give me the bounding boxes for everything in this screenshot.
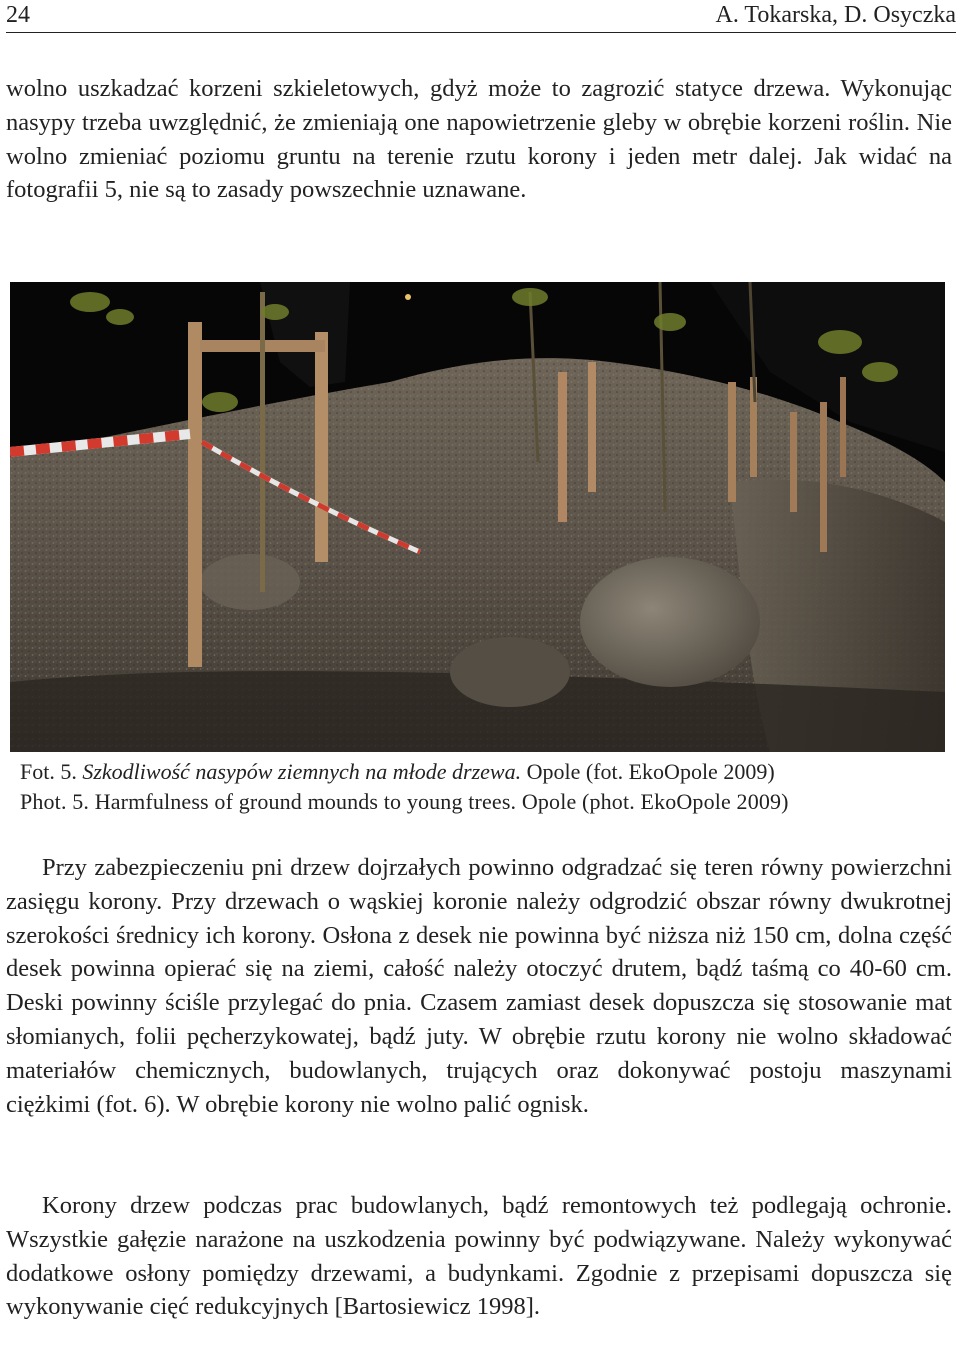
caption-pl-title: Szkodliwość nasypów ziemnych na młode drzewa. (82, 759, 522, 784)
figure-caption-pl (20, 757, 775, 787)
caption-en-source: Opole (phot. EkoOpole 2009) (516, 789, 789, 814)
figure-caption-en (20, 787, 789, 817)
paragraph-trunk-protection: Przy zabezpieczeniu pni drzew dojrzałych powinno odgradzać się teren równy powierzchni zasięgu korony. Przy drzewach o wąskiej koronie należy odgrodzić obszar równy dwukrotnej szerokości średnicy ich korony. Osłona z desek nie powinna być niższa niż 150 cm, dolna część desek powinna opierać się na ziemi, całość należy otoczyć drutem, bądź taśmą co 40-60 cm. Deski powinny ściśle przylegać do pnia. Czasem zamiast desek dopuszcza się stosowanie mat słomianych, folii pęcherzykowatej, bądź juty. W obrębie rzutu korony nie wolno składować materiałów chemicznych, budowlanych, trujących oraz dokonywać postoju maszynami ciężkimi (fot. 6). W obrębie korony nie wolno palić ognisk. (6, 854, 952, 1118)
paragraph-crown-protection: Korony drzew podczas prac budowlanych, bądź remontowych też podlegają ochronie. Wszystkie gałęzie narażone na uszkodzenia powinny być podwiązywane. Należy wykonywać dodatkowe osłony pomiędzy drzewami, a budynkami. Zgodnie z przepisami dopuszcza się wykonywanie cięć redukcyjnych [Bartosiewicz 1998]. (6, 1192, 952, 1321)
caption-en-label: Phot. 5. (20, 789, 95, 814)
page-number: 24 (6, 2, 30, 28)
photo-soil-mounds (10, 282, 945, 752)
running-header (6, 0, 956, 33)
caption-pl-source: Opole (fot. EkoOpole 2009) (521, 759, 775, 784)
paragraph-intro: wolno uszkadzać korzeni szkieletowych, gdyż może to zagrozić statyce drzewa. Wykonując nasypy trzeba uwzględnić, że zmieniają one napowietrzenie gleby w obrębie korzeni roślin. Nie wolno zmieniać poziomu gruntu na terenie rzutu korony i jeden metr dalej. Jak widać na fotografii 5, nie są to zasady powszechnie uznawane. (6, 75, 952, 204)
running-header-authors: A. Tokarska, D. Osyczka (715, 2, 956, 28)
caption-pl-label: Fot. 5. (20, 759, 83, 784)
caption-en-title: Harmfulness of ground mounds to young trees. (94, 789, 517, 814)
